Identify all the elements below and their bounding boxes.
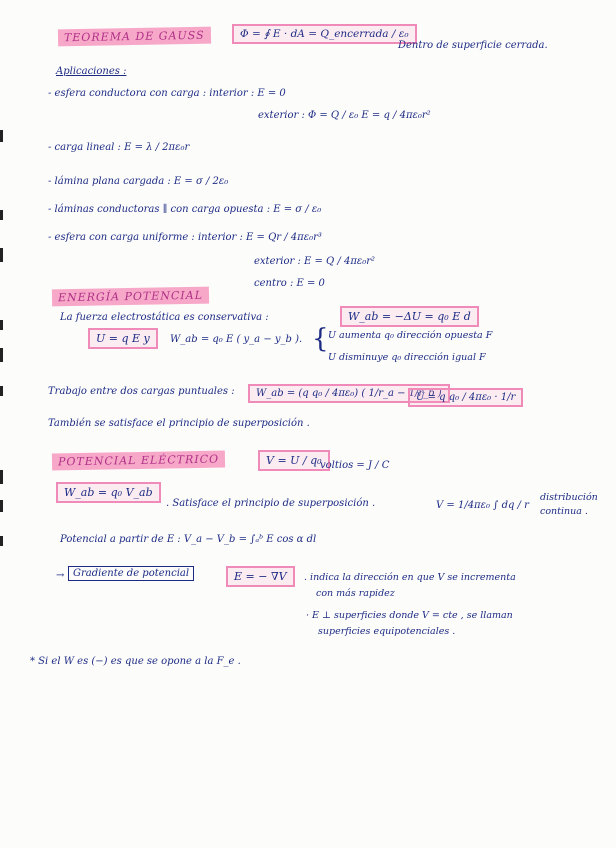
trabajo-u: U = q q₀ / 4πε₀ · 1/r — [408, 388, 523, 407]
app-esfera-conductora: - esfera conductora con carga : interior : E = 0 — [48, 88, 286, 99]
superposicion-note: También se satisface el principio de superposición . — [48, 418, 310, 429]
app-carga-lineal: - carga lineal : E = λ / 2πε₀r — [48, 142, 190, 153]
gradiente-note4: superficies equipotenciales . — [318, 626, 456, 637]
binding-mark — [0, 470, 3, 484]
energia-conservativa: La fuerza electrostática es conservativa : — [60, 312, 269, 323]
gauss-formula: Φ = ∮ E · dA = Q_encerrada / ε₀ — [232, 24, 417, 44]
binding-mark — [0, 386, 3, 396]
gauss-title: TEOREMA DE GAUSS — [58, 27, 211, 47]
potencial-formula: V = U / q₀ — [258, 450, 330, 471]
binding-mark — [0, 320, 3, 330]
binding-mark — [0, 210, 3, 220]
energia-formula-wab: W_ab = −ΔU = q₀ E d — [340, 306, 479, 327]
app-esfera-uniforme-centro: centro : E = 0 — [254, 278, 325, 289]
arrow-marker: → — [56, 570, 65, 581]
potencial-desde-e: Potencial a partir de E : V_a − V_b = ∫ₐᵇ E cos α dl — [60, 534, 317, 545]
gradiente-note1: . indica la dirección en que V se incrementa — [304, 572, 516, 583]
potencial-title: POTENCIAL ELÉCTRICO — [52, 450, 225, 470]
energia-formula-u: U = q E y — [88, 328, 158, 349]
binding-mark — [0, 348, 3, 362]
potencial-wab: W_ab = q₀ V_ab — [56, 482, 161, 503]
gauss-note: Dentro de superficie cerrada. — [398, 40, 548, 51]
potencial-distribucion: V = 1/4πε₀ ∫ dq / r — [436, 500, 529, 511]
app-laminas-conductoras: - láminas conductoras ∥ con carga opuesta : E = σ / ε₀ — [48, 204, 322, 215]
app-lamina-plana: - lámina plana cargada : E = σ / 2ε₀ — [48, 176, 229, 187]
binding-mark — [0, 500, 3, 512]
potencial-units: voltios = J / C — [320, 460, 390, 471]
binding-mark — [0, 130, 3, 142]
gradiente-formula: E = − ∇V — [226, 566, 295, 587]
app-esfera-uniforme-exterior: exterior : E = Q / 4πε₀r² — [254, 256, 376, 267]
binding-mark — [0, 248, 3, 262]
binding-mark — [0, 536, 3, 546]
app-esfera-exterior: exterior : Φ = Q / ε₀ E = q / 4πε₀r² — [258, 110, 431, 121]
energia-note-aumenta: U aumenta q₀ dirección opuesta F — [328, 330, 493, 341]
energia-title: ENERGÍA POTENCIAL — [52, 287, 209, 307]
trabajo-formula: W_ab = (q q₀ / 4πε₀) ( 1/r_a − 1/r_b ) — [248, 384, 450, 403]
potencial-superposicion: . Satisface el principio de superposición . — [166, 498, 376, 509]
app-esfera-uniforme: - esfera con carga uniforme : interior : E = Qr / 4πε₀r³ — [48, 232, 322, 243]
footnote: * Si el W es (−) es que se opone a la F_e . — [30, 656, 241, 667]
energia-note-disminuye: U disminuye q₀ dirección igual F — [328, 352, 486, 363]
gradiente-note3: · E ⊥ superficies donde V = cte , se llaman — [306, 610, 513, 621]
potencial-dist-note1: distribución — [540, 492, 598, 503]
gradiente-note2: con más rapidez — [316, 588, 395, 599]
gradiente-label: Gradiente de potencial — [68, 566, 194, 581]
aplicaciones-heading: Aplicaciones : — [56, 66, 127, 77]
brace-icon: { — [312, 324, 329, 354]
energia-wab-expression: W_ab = q₀ E ( y_a − y_b ). — [170, 334, 303, 345]
trabajo-text: Trabajo entre dos cargas puntuales : — [48, 386, 235, 397]
potencial-dist-note2: continua . — [540, 506, 588, 517]
